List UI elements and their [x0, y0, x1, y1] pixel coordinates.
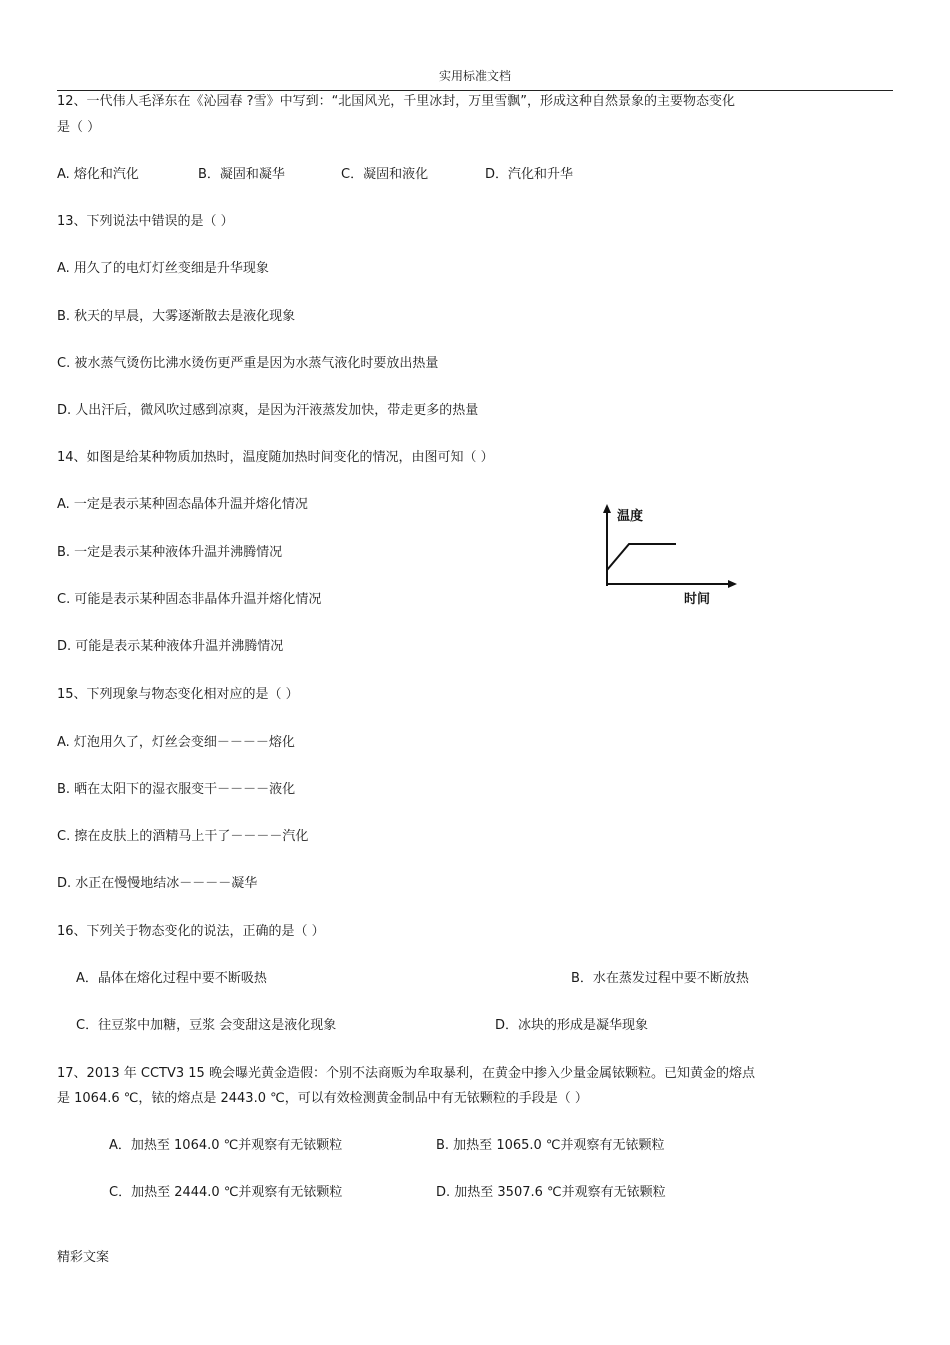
question-15-option-d: D. 水正在慢慢地结冰－－－－凝华 — [57, 876, 258, 891]
question-12-option-a: A. 熔化和汽化 — [57, 167, 139, 182]
question-15-option-c: C. 擦在皮肤上的酒精马上干了－－－－汽化 — [57, 829, 309, 844]
question-13-option-c: C. 被水蒸气烫伤比沸水烫伤更严重是因为水蒸气液化时要放出热量 — [57, 356, 439, 371]
question-13-option-a: A. 用久了的电灯灯丝变细是升华现象 — [57, 261, 269, 276]
graph-y-label: 温度 — [617, 509, 644, 524]
question-16-stem: 16、下列关于物态变化的说法，正确的是（ ） — [57, 924, 325, 939]
page-footer: 精彩文案 — [57, 1250, 110, 1265]
question-16-option-b: B．水在蒸发过程中要不断放热 — [571, 971, 749, 986]
question-12-option-c: C．凝固和液化 — [341, 167, 429, 182]
graph-x-label: 时间 — [684, 592, 711, 607]
question-17-option-d: D. 加热至 3507.6 ℃并观察有无铱颗粒 — [436, 1185, 666, 1200]
question-17-option-b: B. 加热至 1065.0 ℃并观察有无铱颗粒 — [436, 1138, 665, 1153]
graph-x-arrow-icon — [728, 580, 737, 588]
temperature-time-graph — [596, 500, 746, 610]
question-17-option-a: A．加热至 1064.0 ℃并观察有无铱颗粒 — [109, 1138, 343, 1153]
question-16-option-c: C．往豆浆中加糖，豆浆 会变甜这是液化现象 — [76, 1018, 337, 1033]
question-17-stem-line2: 是 1064.6 ℃，铱的熔点是 2443.0 ℃，可以有效检测黄金制品中有无铱颗粒的手段是（ ） — [57, 1091, 588, 1106]
question-17-option-c: C．加热至 2444.0 ℃并观察有无铱颗粒 — [109, 1185, 343, 1200]
question-13-option-b: B. 秋天的早晨，大雾逐渐散去是液化现象 — [57, 309, 296, 324]
question-17-stem-line1: 17、2013 年 CCTV3 15 晚会曝光黄金造假：个别不法商贩为牟取暴利，在黄金中掺入少量金属铱颗粒。已知黄金的熔点 — [57, 1066, 755, 1081]
question-16-option-a: A．晶体在熔化过程中要不断吸热 — [76, 971, 267, 986]
question-16-option-d: D．冰块的形成是凝华现象 — [495, 1018, 649, 1033]
question-15-option-b: B. 晒在太阳下的湿衣服变干－－－－液化 — [57, 782, 296, 797]
question-13-option-d: D. 人出汗后，微风吹过感到凉爽，是因为汗液蒸发加快，带走更多的热量 — [57, 403, 479, 418]
question-14-option-a: A. 一定是表示某种固态晶体升温并熔化情况 — [57, 497, 308, 512]
question-14-option-c: C. 可能是表示某种固态非晶体升温并熔化情况 — [57, 592, 322, 607]
question-15-stem: 15、下列现象与物态变化相对应的是（ ） — [57, 687, 299, 702]
question-15-option-a: A. 灯泡用久了，灯丝会变细－－－－熔化 — [57, 735, 295, 750]
question-12-stem-line2: 是（ ） — [57, 120, 101, 135]
page-header: 实用标准文档 — [438, 69, 511, 83]
question-12-option-d: D．汽化和升华 — [485, 167, 574, 182]
question-14-stem: 14、如图是给某种物质加热时，温度随加热时间变化的情况，由图可知（ ） — [57, 450, 494, 465]
header-divider — [57, 90, 893, 91]
question-14-option-d: D. 可能是表示某种液体升温并沸腾情况 — [57, 639, 284, 654]
graph-curve — [607, 544, 676, 570]
graph-y-arrow-icon — [603, 504, 611, 513]
question-12-option-b: B．凝固和凝华 — [198, 167, 285, 182]
question-13-stem: 13、下列说法中错误的是（ ） — [57, 214, 234, 229]
question-12-stem-line1: 12、一代伟人毛泽东在《沁园春 ?雪》中写到：“北国风光，千里冰封，万里雪飘”，形成这种自然景象的主要物态变化 — [57, 94, 736, 109]
question-14-option-b: B. 一定是表示某种液体升温并沸腾情况 — [57, 545, 283, 560]
